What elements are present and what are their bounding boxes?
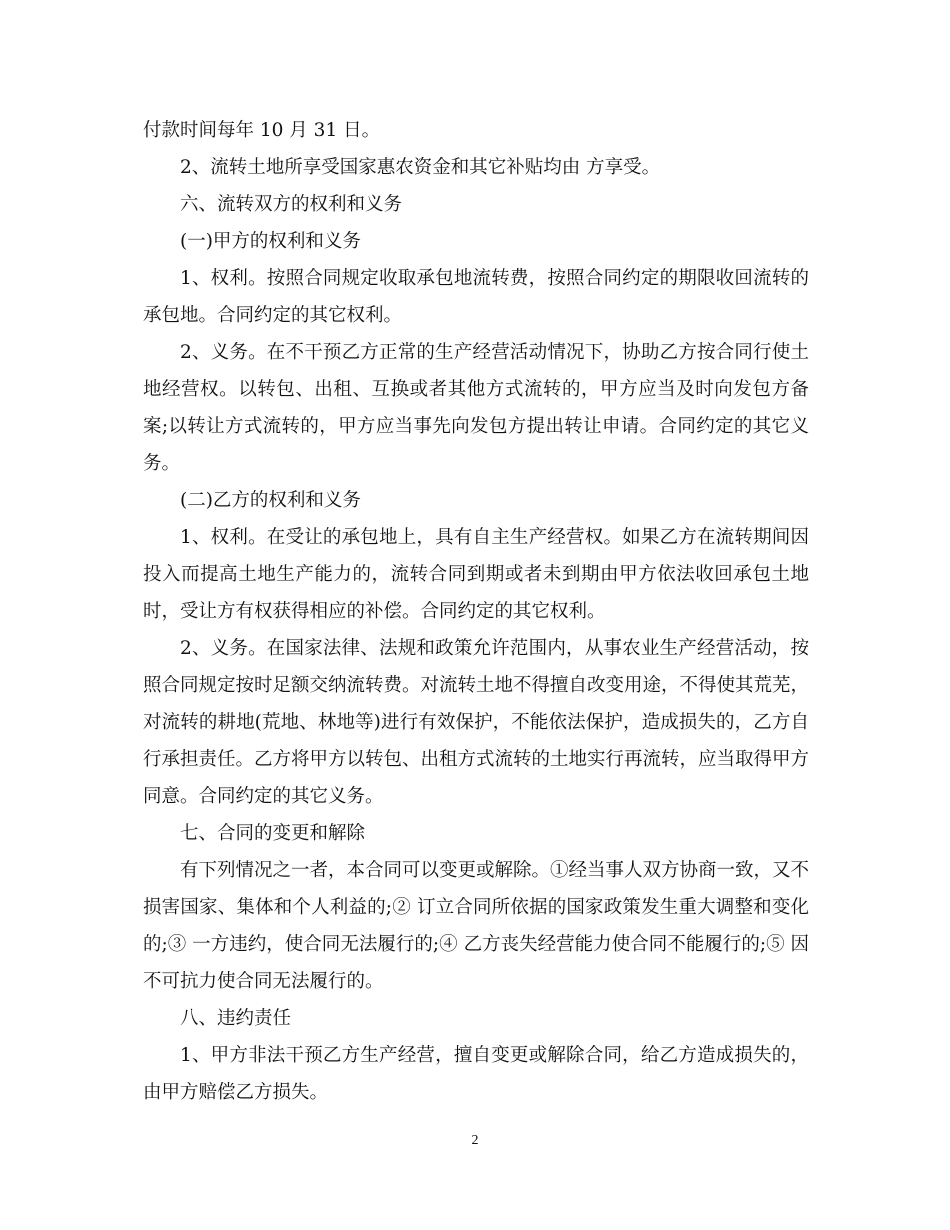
page-number: 2 xyxy=(471,1133,479,1148)
paragraph-party-a-obligations: 2、义务。在不干预乙方正常的生产经营活动情况下，协助乙方按合同行使土地经营权。以转包、出租、互换或者其他方式流转的，甲方应当及时向发包方备案;以转让方式流转的，甲方应当事先向发包方提出转让申请。合同约定的其它义务。 xyxy=(143,342,809,474)
subheading-party-b: (二)乙方的权利和义务 xyxy=(180,490,361,511)
heading-liability: 八、违约责任 xyxy=(180,1008,292,1029)
paragraph-change-conditions: 有下列情况之一者，本合同可以变更或解除。①经当事人双方协商一致，又不损害国家、集体和个人利益的;② 订立合同所依据的国家政策发生重大调整和变化的;③ 一方违约，使合同无法履行的;④ 乙方丧失经营能力使合同不能履行的;⑤ 因不可抗力使合同无法履行的。 xyxy=(143,860,810,992)
paragraph-party-b-obligations: 2、义务。在国家法律、法规和政策允许范围内，从事农业生产经营活动，按照合同规定按时足额交纳流转费。对流转土地不得擅自改变用途，不得使其荒芜，对流转的耕地(荒地、林地等)进行有效保护，不能依法保护，造成损失的，乙方自行承担责任。乙方将甲方以转包、出租方式流转的土地实行再流转，应当取得甲方同意。合同约定的其它义务。 xyxy=(143,638,810,807)
paragraph-payment-time: 付款时间每年 10 月 31 日。 xyxy=(143,120,381,141)
subheading-party-a: (一)甲方的权利和义务 xyxy=(180,231,361,252)
paragraph-subsidy: 2、流转土地所享受国家惠农资金和其它补贴均由 方享受。 xyxy=(180,157,661,178)
heading-rights-obligations: 六、流转双方的权利和义务 xyxy=(180,194,403,215)
heading-change-termination: 七、合同的变更和解除 xyxy=(180,823,366,844)
paragraph-party-b-rights: 1、权利。在受让的承包地上，具有自主生产经营权。如果乙方在流转期间因投入而提高土地生产能力的，流转合同到期或者未到期由甲方依法收回承包土地时，受让方有权获得相应的补偿。合同约定的其它权利。 xyxy=(143,527,809,622)
paragraph-party-a-rights: 1、权利。按照合同规定收取承包地流转费，按照合同约定的期限收回流转的承包地。合同约定的其它权利。 xyxy=(143,268,809,326)
document-body xyxy=(143,112,809,1111)
paragraph-party-a-liability: 1、甲方非法干预乙方生产经营，擅自变更或解除合同，给乙方造成损失的，由甲方赔偿乙方损失。 xyxy=(143,1045,809,1103)
